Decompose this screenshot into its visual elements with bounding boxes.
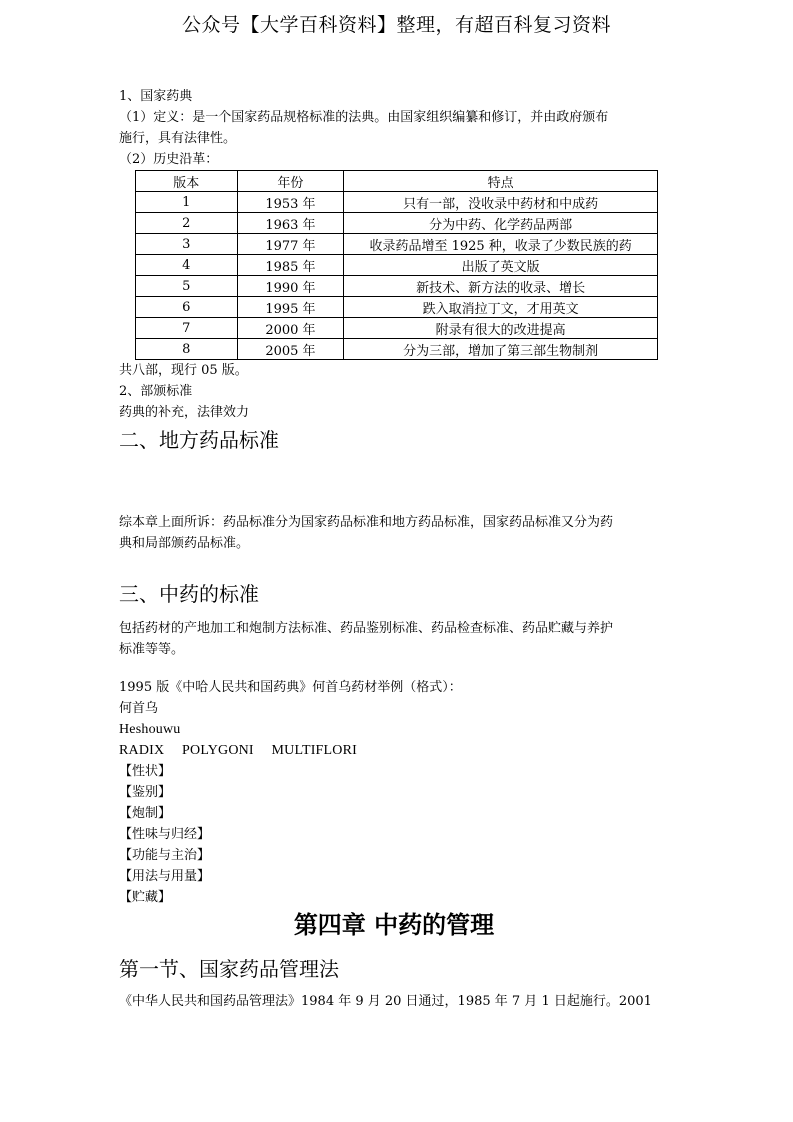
table-row [136, 318, 658, 339]
chapter-summary: 综本章上面所诉：药品标准分为国家药品标准和地方药品标准，国家药品标准又分为药 [119, 515, 614, 530]
table-row [136, 255, 658, 276]
table-row [136, 276, 658, 297]
cell-features: 附录有很大的改进提高 [344, 318, 658, 339]
cell-year: 1995 年 [237, 297, 344, 318]
herb-name-latin [119, 740, 679, 761]
history-label: （2）历史沿革： [119, 152, 219, 167]
header-version: 版本 [136, 171, 238, 192]
chapter-title: 第四章 中药的管理 [293, 910, 495, 939]
local-standards-heading: 二、地方药品标准 [119, 428, 279, 452]
law-text: 《中华人民共和国药品管理法》1984 年 9 月 20 日通过，1985 年 7 月 1 日起施行。2001 [119, 994, 652, 1009]
latin-word: RADIX [119, 743, 165, 758]
section-title: 第一节、国家药品管理法 [119, 957, 339, 981]
cell-version: 3 [136, 234, 238, 255]
cell-year: 1977 年 [237, 234, 344, 255]
cell-version: 1 [136, 192, 238, 213]
page-header: 公众号【大学百科资料】整理，有超百科复习资料 [181, 14, 611, 36]
section2-desc: 药典的补充，法律效力 [119, 405, 250, 420]
cell-year: 1985 年 [237, 255, 344, 276]
page-content [119, 86, 679, 1012]
tcm-standards-heading: 三、中药的标准 [119, 582, 259, 606]
editions-summary: 共八部，现行 05 版。 [119, 363, 248, 378]
cell-year: 1953 年 [237, 192, 344, 213]
table-row [136, 213, 658, 234]
cell-year: 2005 年 [237, 339, 344, 360]
cell-features: 分为中药、化学药品两部 [344, 213, 658, 234]
latin-word: MULTIFLORI [271, 743, 358, 758]
cell-year: 1990 年 [237, 276, 344, 297]
spacer [119, 660, 679, 677]
spacer [119, 984, 679, 991]
field-processing: 【炮制】 [119, 806, 172, 821]
cell-version: 7 [136, 318, 238, 339]
chapter-summary-cont: 典和局部颁药品标准。 [119, 536, 250, 551]
tcm-standards-desc: 包括药材的产地加工和炮制方法标准、药品鉴别标准、药品检查标准、药品贮藏与养护 [119, 621, 614, 636]
table-row [136, 192, 658, 213]
field-nature-meridian: 【性味与归经】 [119, 827, 211, 842]
section1-title: 1、国家药典 [119, 89, 193, 104]
cell-year: 2000 年 [237, 318, 344, 339]
cell-features: 新技术、新方法的收录、增长 [344, 276, 658, 297]
example-intro: 1995 版《中哈人民共和国药典》何首乌药材举例（格式）： [119, 680, 462, 695]
field-properties: 【性状】 [119, 764, 172, 779]
table-row [136, 297, 658, 318]
section2-title: 2、部颁标准 [119, 384, 193, 399]
definition-text: （1）定义：是一个国家药品规格标准的法典。由国家组织编纂和修订，并由政府颁布 [119, 110, 609, 125]
tcm-standards-desc-cont: 标准等等。 [119, 642, 185, 657]
field-function: 【功能与主治】 [119, 848, 211, 863]
spacer [119, 942, 679, 952]
herb-name-cn: 何首乌 [119, 701, 159, 716]
cell-version: 6 [136, 297, 238, 318]
cell-version: 5 [136, 276, 238, 297]
cell-features: 分为三部，增加了第三部生物制剂 [344, 339, 658, 360]
table-row [136, 234, 658, 255]
cell-version: 8 [136, 339, 238, 360]
spacer [119, 455, 679, 512]
cell-version: 2 [136, 213, 238, 234]
cell-year: 1963 年 [237, 213, 344, 234]
cell-features: 出版了英文版 [344, 255, 658, 276]
spacer [119, 554, 679, 577]
cell-features: 收录药品增至 1925 种，收录了少数民族的药 [344, 234, 658, 255]
cell-features: 只有一部，没收录中药材和中成药 [344, 192, 658, 213]
table-header-row [136, 171, 658, 192]
field-usage-dosage: 【用法与用量】 [119, 869, 211, 884]
definition-text-cont: 施行，具有法律性。 [119, 131, 237, 146]
spacer [119, 609, 679, 618]
cell-features: 跌入取消拉丁文，才用英文 [344, 297, 658, 318]
field-identification: 【鉴别】 [119, 785, 172, 800]
table-row [136, 339, 658, 360]
header-features: 特点 [344, 171, 658, 192]
latin-word: POLYGONI [182, 743, 254, 758]
pharmacopoeia-versions-table [135, 170, 658, 360]
cell-version: 4 [136, 255, 238, 276]
herb-name-pinyin: Heshouwu [119, 722, 181, 737]
field-storage: 【贮藏】 [119, 890, 172, 905]
header-year: 年份 [237, 171, 344, 192]
